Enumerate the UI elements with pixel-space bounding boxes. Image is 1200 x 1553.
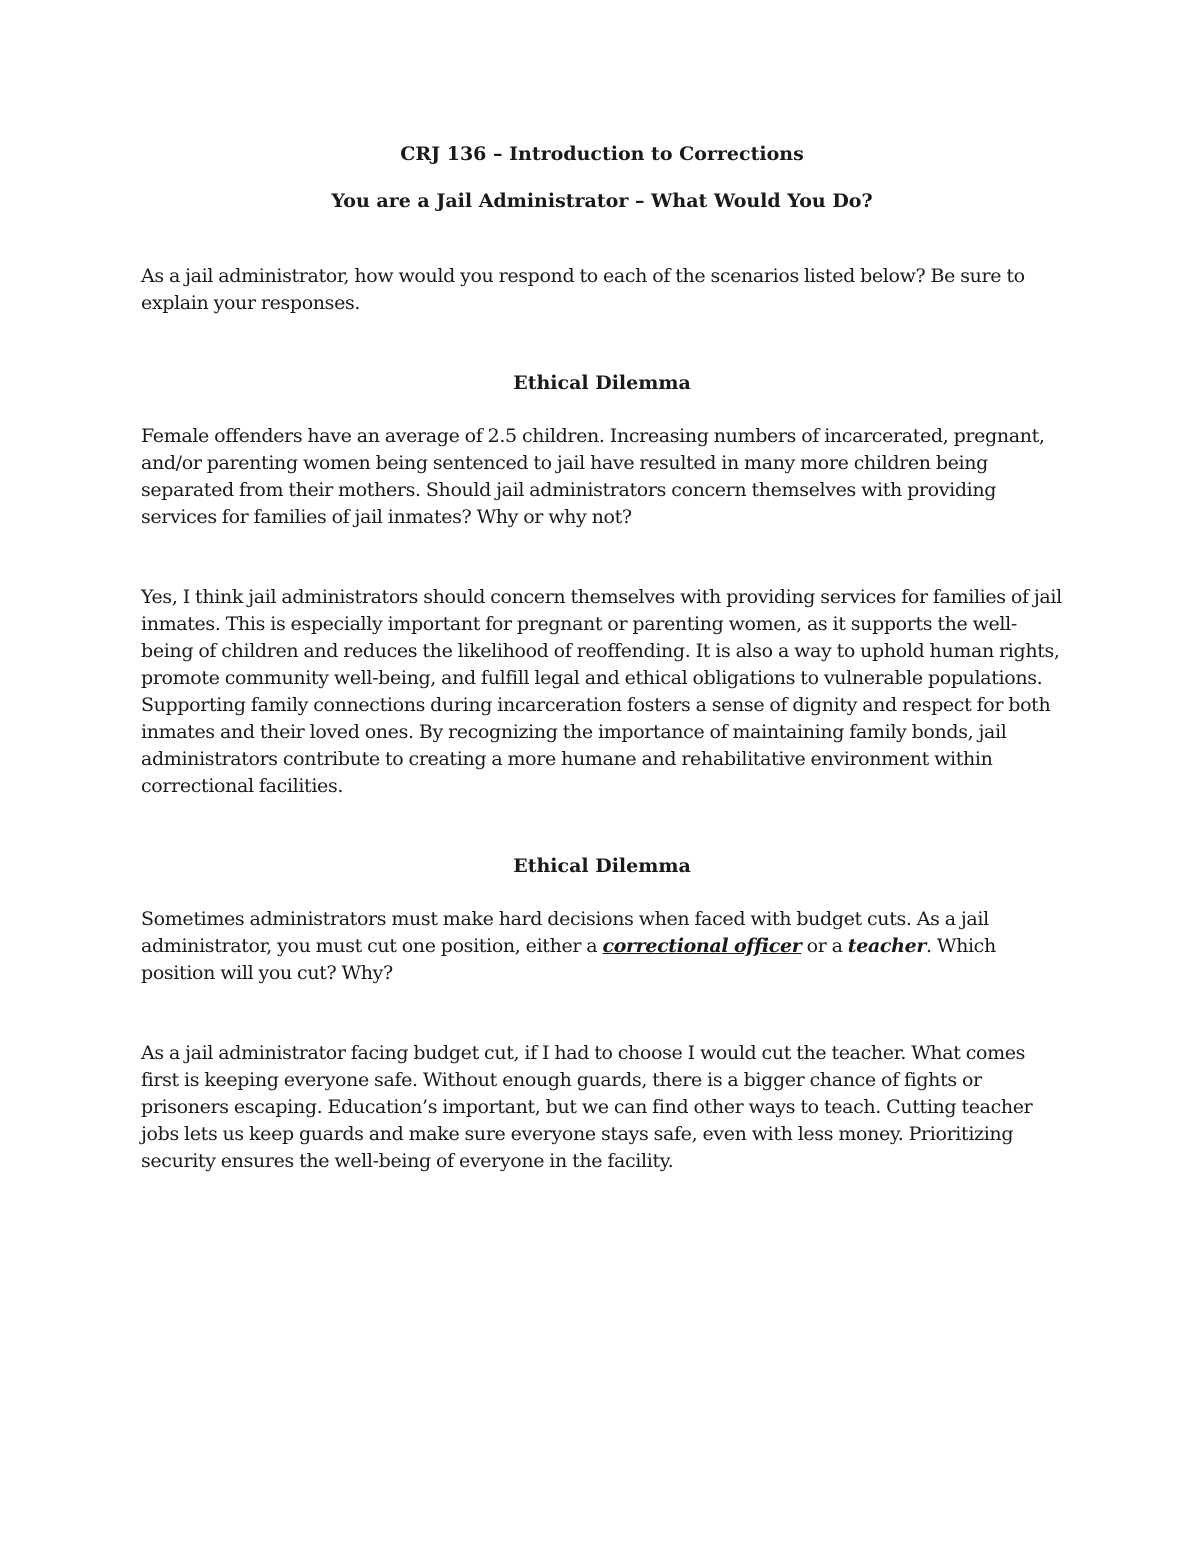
dilemma-2-prompt-part2: or a — [801, 935, 848, 957]
dilemma-1-answer: Yes, I think jail administrators should concern themselves with providing services for families of jail inmates. This is especially important for pregnant or parenting women, as it supports the well-being of children and reduces the likelihood of reoffending. It is also a way to uphold human rights, promote community well-being, and fulfill legal and ethical obligations to vulnerable populations. Supporting family connections during incarceration fosters a sense of dignity and respect for both inmates and their loved ones. By recognizing the importance of maintaining family bonds, jail administrators contribute to creating a more humane and rehabilitative environment within correctional facilities. — [141, 586, 1062, 797]
term-teacher: teacher — [847, 935, 927, 957]
course-title: CRJ 136 – Introduction to Corrections — [400, 143, 804, 165]
dilemma-2-heading: Ethical Dilemma — [513, 855, 691, 877]
term-correctional-officer: correctional officer — [602, 935, 802, 957]
dilemma-1-heading: Ethical Dilemma — [513, 372, 691, 394]
dilemma-2-prompt-part3: . Which position will you cut? Why? — [141, 935, 996, 984]
dilemma-2-answer: As a jail administrator facing budget cut, if I had to choose I would cut the teacher. What comes first is keeping everyone safe. Without enough guards, there is a bigger chance of fights or prisoners escaping. Education’s important, but we can find other ways to teach. Cutting teacher jobs lets us keep guards and make sure everyone stays safe, even with less money. Prioritizing security ensures the well-being of everyone in the facility. — [141, 1042, 1033, 1172]
intro-paragraph: As a jail administrator, how would you respond to each of the scenarios listed below? Be sure to explain your responses. — [141, 265, 1025, 314]
assignment-title: You are a Jail Administrator – What Would You Do? — [331, 190, 873, 212]
dilemma-2-prompt-part1: Sometimes administrators must make hard decisions when faced with budget cuts. As a jail administrator, you must cut one position, either a — [141, 908, 989, 957]
dilemma-2-prompt — [141, 906, 1063, 987]
document-body — [141, 141, 1063, 1175]
dilemma-1-prompt: Female offenders have an average of 2.5 children. Increasing numbers of incarcerated, pregnant, and/or parenting women being sentenced to jail have resulted in many more children being separated from their mothers. Should jail administrators concern themselves with providing services for families of jail inmates? Why or why not? — [141, 425, 1045, 528]
